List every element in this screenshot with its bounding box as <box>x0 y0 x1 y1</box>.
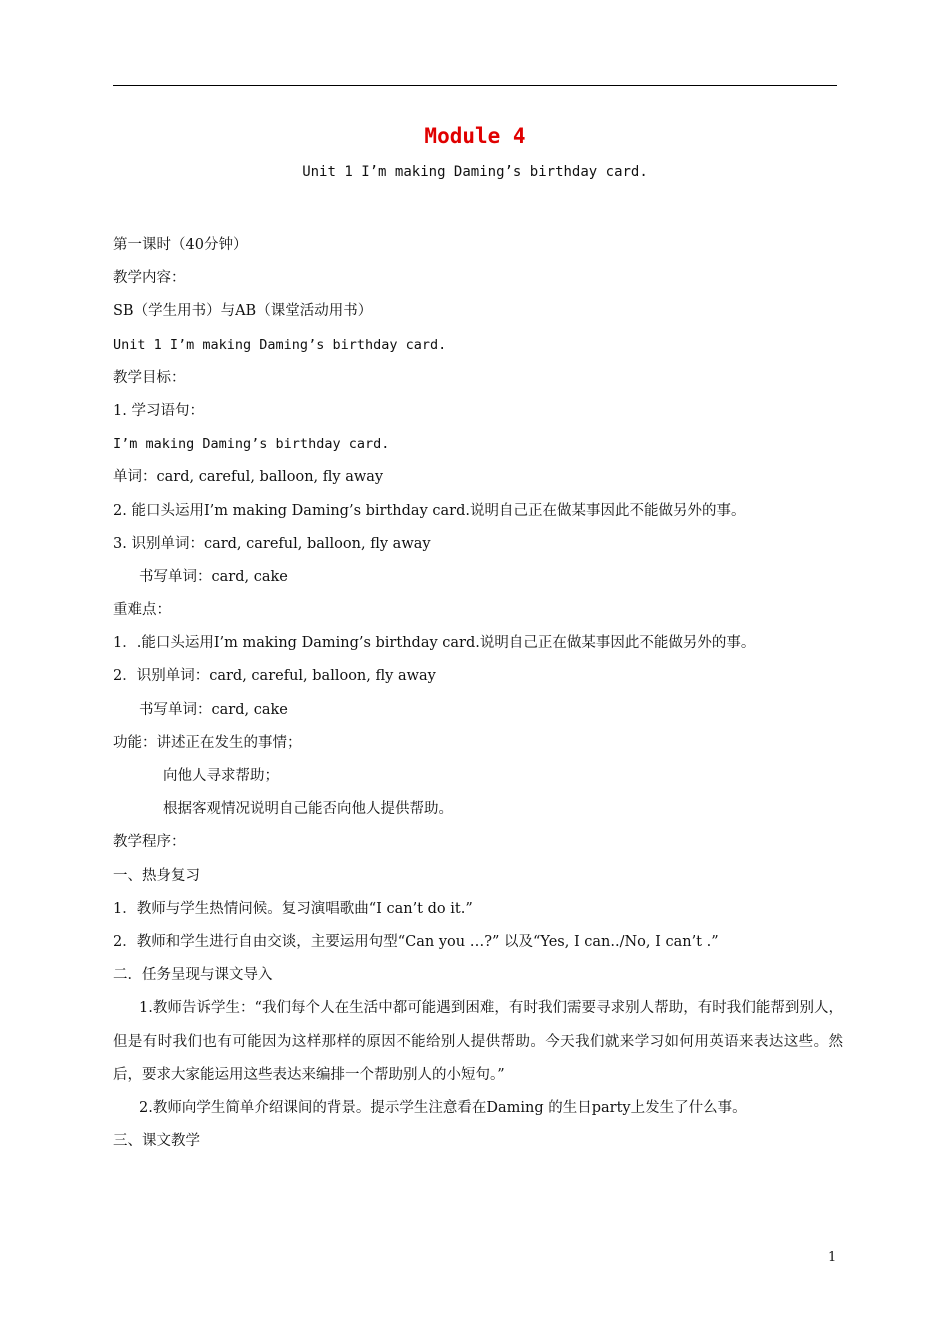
document-body <box>113 229 843 1158</box>
header-rule <box>113 85 837 86</box>
section-3-heading: 三、课文教学 <box>113 1133 200 1150</box>
objective-3: 3. 识别单词：card, careful, balloon, fly away <box>113 535 431 552</box>
unit-subtitle: Unit 1 I’m making Daming’s birthday card. <box>302 164 648 180</box>
section-2-step-2: 2.教师向学生简单介绍课间的背景。提示学生注意看在Daming 的生日party上发生了什么事。 <box>139 1099 747 1116</box>
key-point-1: 1．.能口头运用I’m making Daming’s birthday card.说明自己正在做某事因此不能做另外的事。 <box>113 635 756 652</box>
key-points-heading: 重难点： <box>113 602 171 619</box>
module-title: Module 4 <box>424 124 526 148</box>
function-1: 功能：讲述正在发生的事情； <box>113 734 302 751</box>
objectives-heading: 教学目标： <box>113 369 186 386</box>
objective-1-words: 单词：card, careful, balloon, fly away <box>113 469 384 486</box>
objective-2: 2. 能口头运用I’m making Daming’s birthday card.说明自己正在做某事因此不能做另外的事。 <box>113 502 746 519</box>
key-point-2-writing: 书写单词：card, cake <box>139 701 288 718</box>
lesson-period: 第一课时（40分钟） <box>113 237 248 253</box>
procedure-step-2: 2．教师和学生进行自由交谈，主要运用句型“Can you …?” 以及“Yes, I can../No, I can’t .” <box>113 933 719 950</box>
function-2: 向他人寻求帮助； <box>163 768 279 784</box>
key-point-2: 2．识别单词：card, careful, balloon, fly away <box>113 668 436 685</box>
objective-3-writing: 书写单词：card, cake <box>139 568 288 585</box>
procedure-heading: 教学程序： <box>113 834 186 851</box>
section-1-heading: 一、热身复习 <box>113 867 200 884</box>
section-2-heading: 二．任务呈现与课文导入 <box>113 967 273 984</box>
page-number: 1 <box>828 1250 837 1265</box>
content-unit: Unit 1 I’m making Daming’s birthday card. <box>113 336 447 353</box>
content-books: SB（学生用书）与AB（课堂活动用书） <box>113 303 373 320</box>
objective-1: 1. 学习语句： <box>113 402 204 419</box>
function-3: 根据客观情况说明自己能否向他人提供帮助。 <box>163 801 453 818</box>
procedure-step-1: 1．教师与学生热情问候。复习演唱歌曲“I can’t do it.” <box>113 900 473 917</box>
objective-1-sentence: I’m making Daming’s birthday card. <box>113 436 390 453</box>
section-2-step-1: 1.教师告诉学生：“我们每个人在生活中都可能遇到困难，有时我们需要寻求别人帮助，有时我们能帮到别人，但是有时我们也有可能因为这样那样的原因不能给别人提供帮助。今天我们就来学习如何用英语来表达这些。然后，要求大家能运用这些表达来编排一个帮助别人的小短句。” <box>113 1000 843 1083</box>
content-heading: 教学内容： <box>113 270 186 287</box>
